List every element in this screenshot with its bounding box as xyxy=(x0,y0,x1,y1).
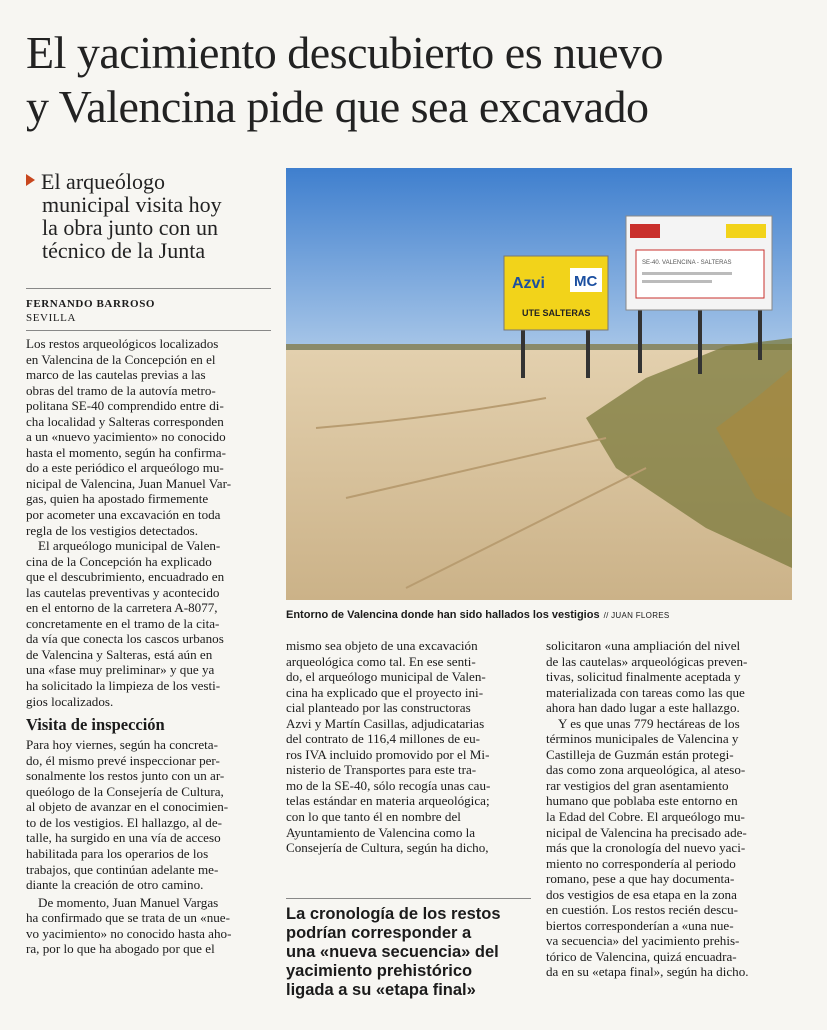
text-line: cial planteado por las constructoras xyxy=(286,700,471,716)
article-column-2 xyxy=(286,638,531,856)
text-line: la Edad del Cobre. El arqueólogo mu- xyxy=(546,809,745,825)
text-line: da vía que conecta los cascos urbanos xyxy=(26,631,224,647)
text-line: nisterio de Transportes para este tra- xyxy=(286,762,477,778)
text-line: las cautelas preventivas y acontecido xyxy=(26,584,220,600)
text-line: arqueológica como tal. En ese senti- xyxy=(286,653,476,669)
article-column-3 xyxy=(546,638,796,980)
sign-logo: MC xyxy=(574,273,598,290)
subhead-line: municipal visita hoy xyxy=(42,192,222,217)
text-line: materializada con tareas como las que xyxy=(546,684,745,700)
text-line: do a este periódico el arqueólogo mu- xyxy=(26,460,224,476)
text-line: dos vestigios de esa etapa en la zona xyxy=(546,886,737,902)
paragraph xyxy=(26,336,271,538)
text-line: talle, ha surgido en una vía de acceso xyxy=(26,830,221,846)
text-line: de Valencina y Salteras, está aún en xyxy=(26,646,213,662)
text-line: tivas, solicitud finalmente aceptada y xyxy=(546,669,741,685)
text-line: marco de las cautelas previas a las xyxy=(26,367,206,383)
text-line: sonalmente los restos junto con un ar- xyxy=(26,768,225,784)
text-line: más que la cronología del nuevo yaci- xyxy=(546,840,746,856)
subheadline xyxy=(26,170,271,262)
text-line: hasta el momento, según ha confirma- xyxy=(26,444,226,460)
sign-sub: UTE SALTERAS xyxy=(522,308,591,318)
text-line: rar vestigios del gran asentamiento xyxy=(546,777,729,793)
subhead-line: la obra junto con un xyxy=(42,215,218,240)
byline xyxy=(26,297,155,325)
text-line: das como zona arqueológica, al ateso- xyxy=(546,762,746,778)
article-photo xyxy=(286,168,792,600)
headline-line: y Valencina pide que sea excavado xyxy=(26,81,649,132)
byline-author: FERNANDO BARROSO xyxy=(26,298,156,310)
sign-brand: Azvi xyxy=(512,275,545,292)
text-line: obras del tramo de la autovía metro- xyxy=(26,382,216,398)
text-line: del contrato de 116,4 millones de eu- xyxy=(286,731,481,747)
section-subtitle: Visita de inspección xyxy=(26,715,165,735)
text-line: diante la creación de otro camino. xyxy=(26,877,204,893)
text-line: queólogo de la Consejería de Cultura, xyxy=(26,783,224,799)
headline-line: El yacimiento descubierto es nuevo xyxy=(26,27,664,78)
photo-credit: // JUAN FLORES xyxy=(603,611,670,620)
text-line: con lo que tanto él en nombre del xyxy=(286,809,461,825)
text-line: términos municipales de Valencina y xyxy=(546,731,739,747)
text-line: to de los vestigios. El hallazgo, al de- xyxy=(26,814,222,830)
text-line: al objeto de avanzar en el conocimien- xyxy=(26,799,229,815)
divider xyxy=(286,898,531,899)
text-line: mo de la SE-40, sólo recogía unas cau- xyxy=(286,777,491,793)
pull-quote-line: La cronología de los restos xyxy=(286,905,501,923)
text-line: a un «nuevo yacimiento» no conocido xyxy=(26,429,226,445)
pull-quote-line: una «nueva secuencia» del xyxy=(286,943,499,961)
text-line: cha localidad y Salteras corresponden xyxy=(26,413,224,429)
pull-quote xyxy=(286,905,534,1000)
text-line: Consejería de Cultura, según ha dicho, xyxy=(286,840,489,856)
text-line: concretamente en el tramo de la cita- xyxy=(26,615,220,631)
text-line: en Valencina de la Concepción en el xyxy=(26,351,216,367)
text-line: solicitaron «una ampliación del nivel xyxy=(546,638,741,653)
paragraph xyxy=(26,538,271,709)
text-line: por acometer una excavación en toda xyxy=(26,507,221,523)
text-line: De momento, Juan Manuel Vargas xyxy=(38,894,219,910)
text-line: humano que poblaba este entorno en xyxy=(546,793,738,809)
text-line: gios localizados. xyxy=(26,693,114,709)
text-line: El arqueólogo municipal de Valen- xyxy=(38,538,221,554)
paragraph xyxy=(286,638,531,856)
text-line: Y es que unas 779 hectáreas de los xyxy=(558,715,740,731)
text-line: de las cautelas» arqueológicas preven- xyxy=(546,653,748,669)
photo-caption xyxy=(286,609,796,621)
text-line: cina de la Concepción ha explicado xyxy=(26,553,212,569)
text-line: cina ha explicado que el proyecto ini- xyxy=(286,684,484,700)
paragraph xyxy=(26,895,271,957)
subhead-line: El arqueólogo xyxy=(26,170,271,193)
paragraph xyxy=(546,638,796,716)
article-column-1 xyxy=(26,336,271,957)
text-line: biertos corresponderían a «una nue- xyxy=(546,917,734,933)
text-line: ra, por lo que ha abogado por que el xyxy=(26,941,215,957)
headline xyxy=(26,26,816,134)
text-line: regla de los vestigios detectados. xyxy=(26,522,198,538)
text-line: que el descubrimiento, encuadrado en xyxy=(26,569,225,585)
pull-quote-line: ligada a su «etapa final» xyxy=(286,981,476,999)
text-line: va secuencia» del yacimiento prehis- xyxy=(546,933,740,949)
sign-right-text: SE-40. VALENCINA - SALTERAS xyxy=(642,260,732,266)
paragraph xyxy=(546,716,796,980)
pull-quote-line: yacimiento prehistórico xyxy=(286,962,473,980)
text-line: tórico de Valencina, quizá encuadra- xyxy=(546,948,737,964)
text-line: en cuestión. Los restos recién descu- xyxy=(546,902,738,918)
text-line: do, él mismo prevé inspeccionar per- xyxy=(26,752,220,768)
paragraph xyxy=(26,737,271,892)
divider xyxy=(26,330,271,331)
text-line: ros IVA incluido promovido por el Mi- xyxy=(286,746,490,762)
text-line: Azvi y Martín Casillas, adjudicatarias xyxy=(286,715,485,731)
text-line: gas, quien ha apostado firmemente xyxy=(26,491,209,507)
text-line: ha solicitado la limpieza de los vesti- xyxy=(26,678,221,694)
text-line: nicipal de Valencina, Juan Manuel Var- xyxy=(26,475,232,491)
text-line: Ayuntamiento de Valencina como la xyxy=(286,824,476,840)
text-line: da en su «etapa final», según ha dicho. xyxy=(546,964,749,980)
pull-quote-line: podrían corresponder a xyxy=(286,924,472,942)
text-line: nicipal de Valencina ha precisado ade- xyxy=(546,824,747,840)
text-line: una «fase muy preliminar» y que ya xyxy=(26,662,215,678)
text-line: Castilleja de Guzmán están protegi- xyxy=(546,746,734,762)
text-line: telas estándar en materia arqueológica; xyxy=(286,793,490,809)
triangle-bullet-icon xyxy=(26,174,35,186)
text-line: Los restos arqueológicos localizados xyxy=(26,336,219,351)
divider xyxy=(26,288,271,289)
text-line: ha confirmado que se trata de un «nue- xyxy=(26,910,230,926)
photo-field-with-signs xyxy=(286,168,792,600)
text-line: Para hoy viernes, según ha concreta- xyxy=(26,737,218,753)
subhead-line: técnico de la Junta xyxy=(42,238,206,263)
text-line: romano, pese a que hay documenta- xyxy=(546,871,735,887)
text-line: miento no correspondería al periodo xyxy=(546,855,736,871)
byline-city: SEVILLA xyxy=(26,312,77,324)
caption-text: Entorno de Valencina donde han sido hallados los vestigios xyxy=(286,609,600,621)
text-line: en el entorno de la carretera A-8077, xyxy=(26,600,218,616)
text-line: habilitada para los operarios de los xyxy=(26,845,209,861)
text-line: do, el arqueólogo municipal de Valen- xyxy=(286,669,486,685)
text-line: vo yacimiento» no conocido hasta aho- xyxy=(26,925,232,941)
text-line: trabajos, que continúan adelante me- xyxy=(26,861,219,877)
text-line: mismo sea objeto de una excavación xyxy=(286,638,478,653)
text-line: politana SE-40 comprendido entre di- xyxy=(26,398,224,414)
text-line: ahora han dado lugar a este hallazgo. xyxy=(546,700,740,716)
